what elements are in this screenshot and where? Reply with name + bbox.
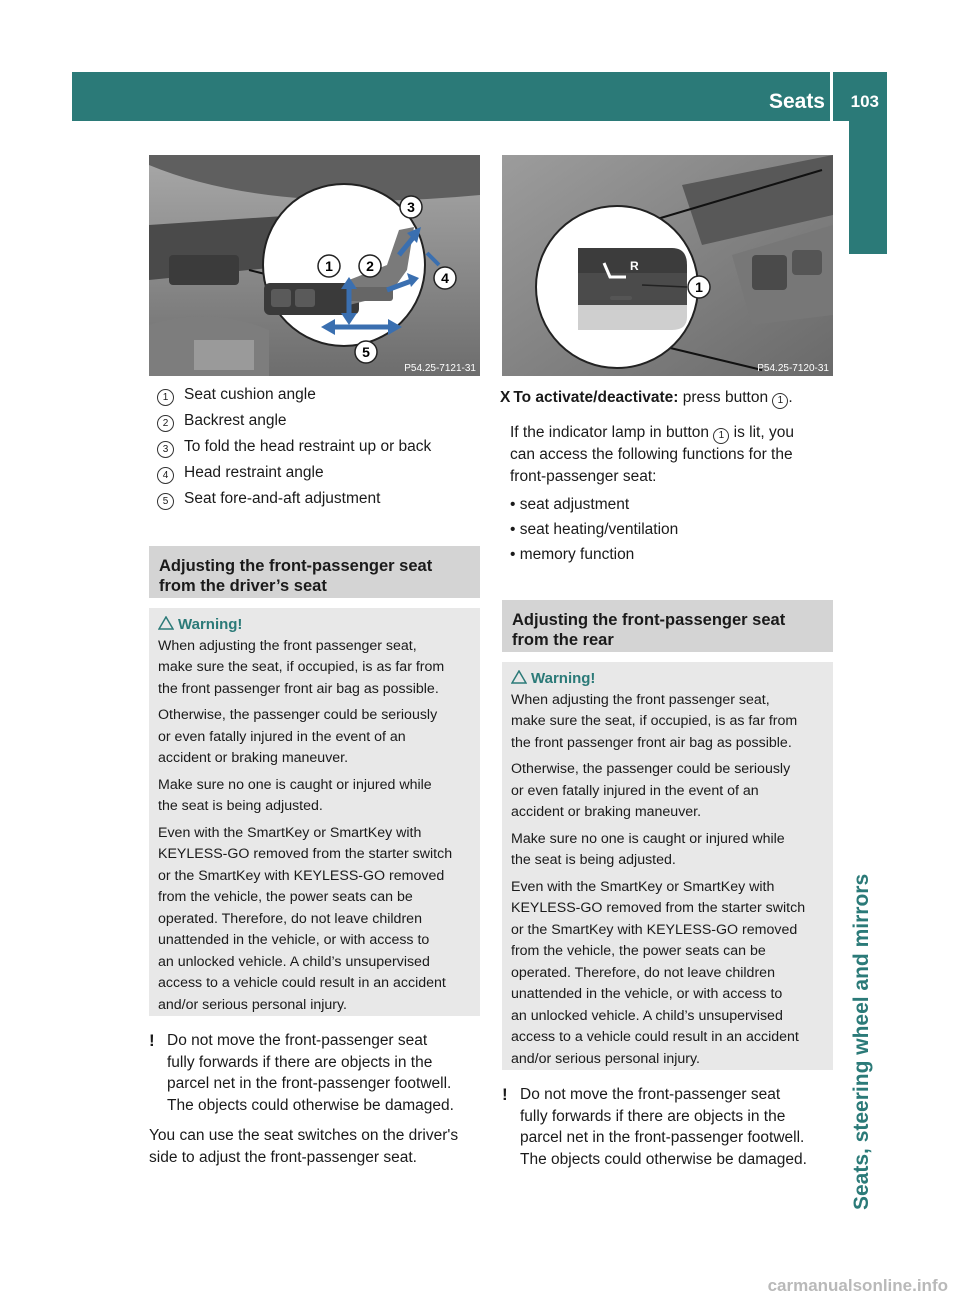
warning-paragraph: Even with the SmartKey or SmartKey with KEYLESS-GO removed from the starter switch or the SmartKey with KEYLESS-GO removed from the vehicle, the power seats can be operated. Therefore, do not leave children unattended in the vehicle, or with access to an unlocked vehicle. A child’s unsupervised access to a vehicle could result in an accident and/or serious personal injury.	[158, 824, 453, 1013]
section-heading-driver	[149, 546, 480, 598]
callout-2-label: 2	[366, 258, 374, 274]
note-right	[502, 1084, 833, 1170]
list-item: • memory function	[510, 546, 635, 563]
side-tab-block	[849, 121, 887, 254]
callout-3-label: 3	[407, 199, 415, 215]
legend-number: 5	[157, 493, 174, 510]
header-title: Seats	[768, 90, 825, 113]
image-code-right: P54.25-7120-31	[757, 363, 829, 374]
legend-list	[157, 385, 477, 515]
header-divider	[830, 72, 833, 121]
legend-item	[157, 463, 324, 484]
legend-number: 4	[157, 467, 174, 484]
warning-box-left	[149, 608, 480, 1016]
callout-5-label: 5	[362, 344, 370, 360]
legend-item	[157, 489, 380, 510]
legend-number: 1	[157, 389, 174, 406]
warning-title-text: Warning!	[178, 616, 243, 633]
warning-title	[511, 668, 825, 690]
callout-1-right-label: 1	[695, 279, 703, 295]
legend-text: To fold the head restraint up or back	[184, 438, 432, 455]
legend-text: Head restraint angle	[184, 464, 324, 481]
note-text: Do not move the front-passenger seat fully forwards if there are objects in the parcel net in the front-passenger footwell. The objects could otherwise be damaged.	[520, 1086, 807, 1168]
list-item: • seat heating/ventilation	[510, 521, 679, 538]
legend-text: Seat cushion angle	[184, 386, 316, 403]
warning-title	[158, 614, 472, 636]
section-heading-rear	[502, 600, 833, 652]
legend-text: Seat fore-and-aft adjustment	[184, 490, 381, 507]
list-item: • seat adjustment	[510, 496, 630, 513]
heading-line: Adjusting the front-passenger seat	[159, 557, 433, 575]
note-text: Do not move the front-passenger seat fully forwards if there are objects in the parcel net in the front-passenger footwell. The objects could otherwise be damaged.	[167, 1032, 454, 1114]
warning-paragraph: Otherwise, the passenger could be seriously or even fatally injured in the event of an accident or braking maneuver.	[158, 707, 438, 766]
image-code: P54.25-7121-31	[404, 363, 476, 374]
legend-item	[157, 411, 287, 432]
function-list	[510, 495, 830, 570]
heading-line: from the rear	[512, 631, 614, 649]
paragraph-driver-switches: You can use the seat switches on the driver's side to adjust the front-passenger seat.	[149, 1127, 459, 1166]
note-left	[149, 1030, 480, 1116]
legend-number: 3	[157, 441, 174, 458]
seat-switch-illustration	[149, 155, 480, 376]
warning-paragraph: Otherwise, the passenger could be seriously or even fatally injured in the event of an accident or braking maneuver.	[511, 761, 791, 820]
warning-title-text: Warning!	[531, 670, 596, 687]
action-symbol: X	[500, 389, 511, 406]
button-letter: R	[630, 259, 639, 273]
legend-text: Backrest angle	[184, 412, 287, 429]
watermark: carmanualsonline.info	[767, 1276, 948, 1295]
warning-paragraph: When adjusting the front passenger seat, make sure the seat, if occupied, is as far from the front passenger front air bag as possible.	[158, 637, 445, 697]
warning-box-right	[502, 662, 833, 1070]
warning-triangle-icon	[158, 616, 174, 630]
passenger-button-illustration	[502, 155, 833, 376]
warning-paragraph: Make sure no one is caught or injured while the seat is being adjusted.	[511, 830, 785, 868]
seat-switch-image	[149, 155, 480, 376]
inline-callout: 1	[772, 393, 788, 409]
legend-number: 2	[157, 415, 174, 432]
note-mark: !	[502, 1085, 508, 1104]
warning-triangle-icon	[511, 670, 527, 684]
action-line: X To activate/deactivate: press button 1 .	[510, 388, 840, 409]
legend-item	[157, 437, 431, 458]
action-label: To activate/deactivate:	[513, 389, 679, 406]
legend-item	[157, 385, 316, 406]
warning-paragraph: When adjusting the front passenger seat, make sure the seat, if occupied, is as far from the front passenger front air bag as possible.	[511, 691, 798, 751]
warning-paragraph: Even with the SmartKey or SmartKey with KEYLESS-GO removed from the starter switch or the SmartKey with KEYLESS-GO removed from the vehicle, the power seats can be operated. Therefore, do not leave children unattended in the vehicle, or with access to an unlocked vehicle. A child’s unsupervised access to a vehicle could result in an accident and/or serious personal injury.	[511, 878, 806, 1067]
paragraph-indicator: If the indicator lamp in button 1 is lit, you can access the following functions for the front-passenger seat:	[510, 424, 794, 485]
side-tab-label: Seats, steering wheel and mirrors	[850, 873, 873, 1210]
page-number: 103	[850, 92, 879, 111]
callout-1-label: 1	[325, 258, 333, 274]
passenger-button-image	[502, 155, 833, 376]
heading-line: from the driver’s seat	[159, 577, 327, 595]
warning-paragraph: Make sure no one is caught or injured while the seat is being adjusted.	[158, 776, 432, 814]
note-mark: !	[149, 1031, 155, 1050]
callout-4-label: 4	[441, 270, 449, 286]
heading-line: Adjusting the front-passenger seat	[512, 611, 786, 629]
page-header	[72, 72, 887, 121]
inline-callout: 1	[713, 428, 729, 444]
